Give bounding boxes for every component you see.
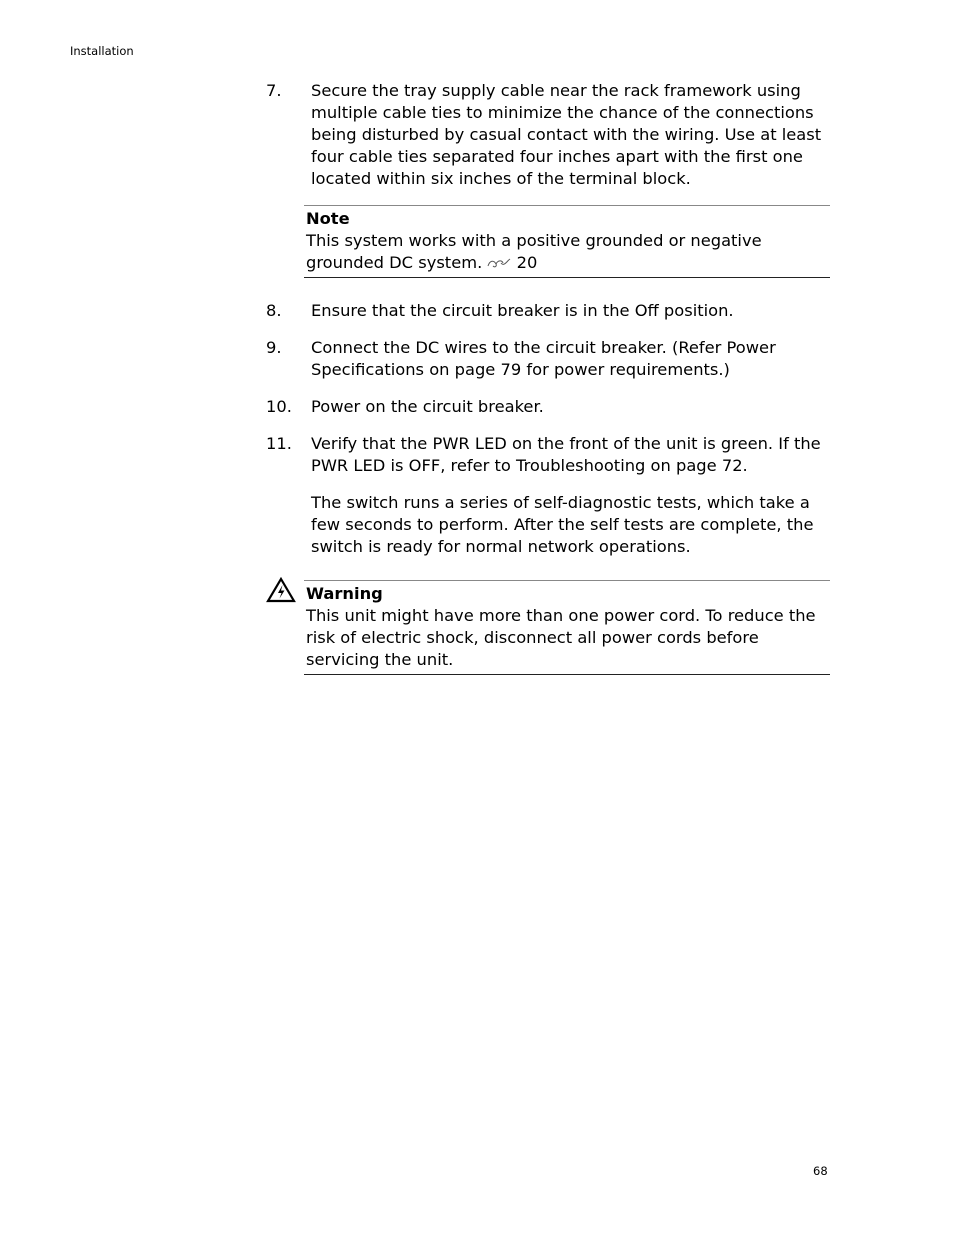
- electric-shock-warning-icon: [266, 577, 296, 603]
- warning-title: Warning: [306, 584, 383, 603]
- note-reference-number: 20: [516, 253, 538, 272]
- step-text: Connect the DC wires to the circuit breaker. (Refer Power Specifications on page 79 for power requirements.): [311, 338, 776, 379]
- step-8: [266, 300, 830, 322]
- step-number: 7.: [266, 81, 282, 100]
- cross-reference-icon: [487, 257, 511, 269]
- step-text: Power on the circuit breaker.: [311, 397, 544, 416]
- step-text: Verify that the PWR LED on the front of the unit is green. If the PWR LED is OFF, refer to Troubleshooting on page 72.: [311, 434, 821, 475]
- step-number: 10.: [266, 397, 292, 416]
- step-11: [266, 433, 830, 477]
- page-content: [266, 80, 830, 697]
- warning-text: This unit might have more than one power cord. To reduce the risk of electric shock, disconnect all power cords before servicing the unit.: [306, 606, 816, 669]
- note-title: Note: [306, 209, 350, 228]
- page-number: 68: [813, 1164, 828, 1178]
- note-box: [304, 205, 830, 278]
- self-test-paragraph: The switch runs a series of self-diagnostic tests, which take a few seconds to perform. After the self tests are complete, the switch is ready for normal network operations.: [311, 493, 814, 556]
- step-7: [266, 80, 830, 190]
- note-text: This system works with a positive grounded or negative grounded DC system.: [306, 231, 762, 272]
- step-text: Ensure that the circuit breaker is in the Off position.: [311, 301, 734, 320]
- warning-box: [304, 580, 830, 675]
- note-body: [306, 230, 830, 274]
- step-10: [266, 396, 830, 418]
- step-text: Secure the tray supply cable near the rack framework using multiple cable ties to minimize the chance of the connections being disturbed by casual contact with the wiring. Use at least four cable ties separated four inches apart with the first one located within six inches of the terminal block.: [311, 81, 822, 188]
- step-9: [266, 337, 830, 381]
- running-header: Installation: [70, 44, 134, 58]
- step-number: 9.: [266, 338, 282, 357]
- step-number: 11.: [266, 434, 292, 453]
- step-number: 8.: [266, 301, 282, 320]
